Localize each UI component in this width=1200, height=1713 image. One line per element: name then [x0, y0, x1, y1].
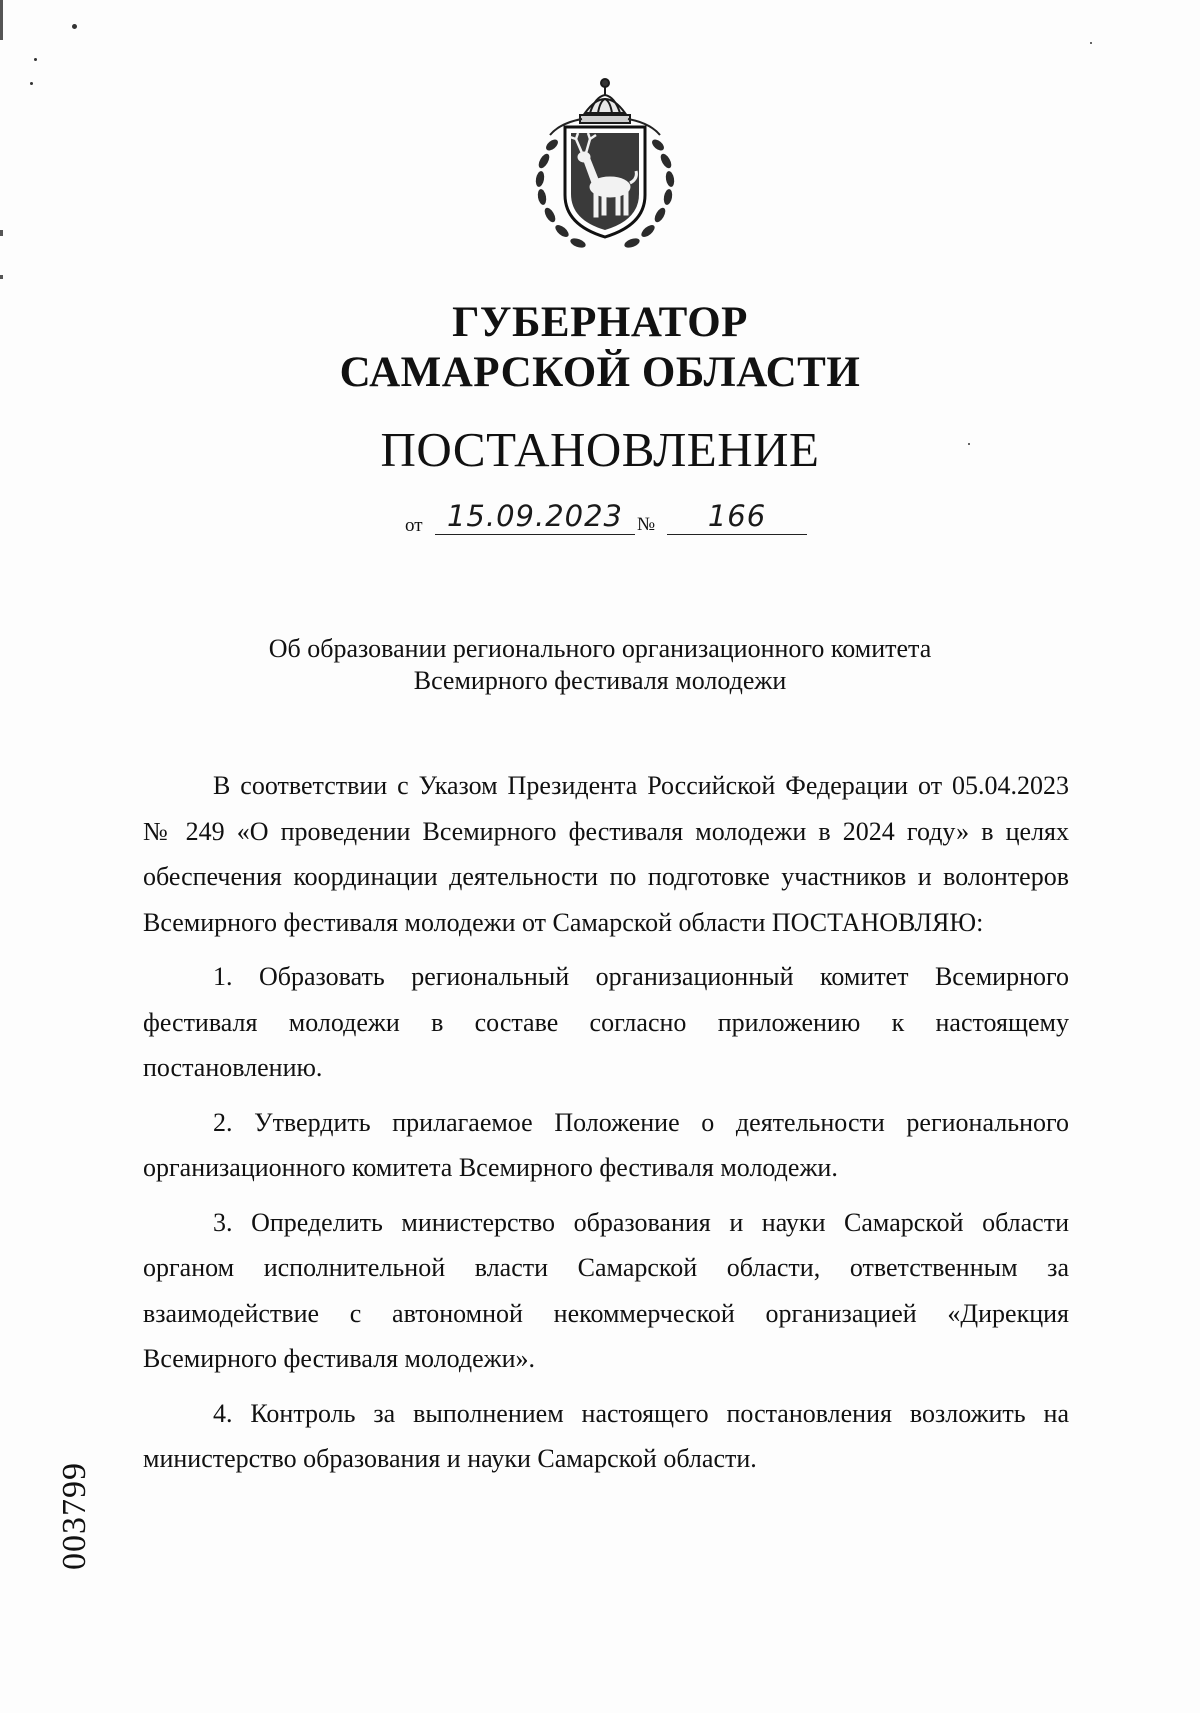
scan-edge-mark	[0, 0, 3, 40]
issuing-authority-title: ГУБЕРНАТОР	[452, 299, 748, 346]
issuing-authority-region: САМАРСКОЙ ОБЛАСТИ	[339, 349, 861, 396]
number-sign-label: №	[637, 514, 656, 535]
document-subject	[150, 633, 1050, 697]
document-body	[143, 763, 1069, 1491]
document-type-title: ПОСТАНОВЛЕНИЕ	[380, 422, 820, 477]
decree-item: 3. Определить министерство образования и науки Самарской области органом исполнительной власти Самарской области, ответственным за взаимодействие с автономной некоммерческой организацией «Дирекция Всемирного фестиваля молодежи».	[143, 1207, 1069, 1373]
serial-number-stamp: 003799	[56, 1462, 93, 1570]
preamble-paragraph: В соответствии с Указом Президента Российской Федерации от 05.04.2023 № 249 «О проведении Всемирного фестиваля молодежи в 2024 году» в целях обеспечения координации деятельности по подготовке участников и волонтеров Всемирного фестиваля молодежи от Самарской области ПОСТАНОВЛЯЮ:	[143, 771, 1069, 937]
scan-speck	[30, 82, 33, 85]
handwritten-number: 166	[667, 500, 807, 535]
coat-of-arms-icon	[520, 75, 690, 265]
scan-speck	[1090, 42, 1092, 44]
scan-speck	[72, 24, 77, 29]
subject-line: Всемирного фестиваля молодежи	[413, 666, 787, 695]
subject-line: Об образовании регионального организационного комитета	[268, 634, 932, 663]
handwritten-date: 15.09.2023	[435, 500, 635, 535]
scan-edge-mark	[0, 275, 3, 279]
decree-item: 4. Контроль за выполнением настоящего постановления возложить на министерство образования и науки Самарской области.	[143, 1398, 1069, 1473]
decree-item: 1. Образовать региональный организационный комитет Всемирного фестиваля молодежи в составе согласно приложению к настоящему постановлению.	[143, 962, 1069, 1082]
decree-item: 2. Утвердить прилагаемое Положение о деятельности регионального организационного комитета Всемирного фестиваля молодежи.	[143, 1107, 1069, 1182]
date-prefix-label: от	[405, 515, 423, 536]
scan-edge-mark	[0, 230, 3, 236]
scan-speck	[34, 58, 37, 61]
